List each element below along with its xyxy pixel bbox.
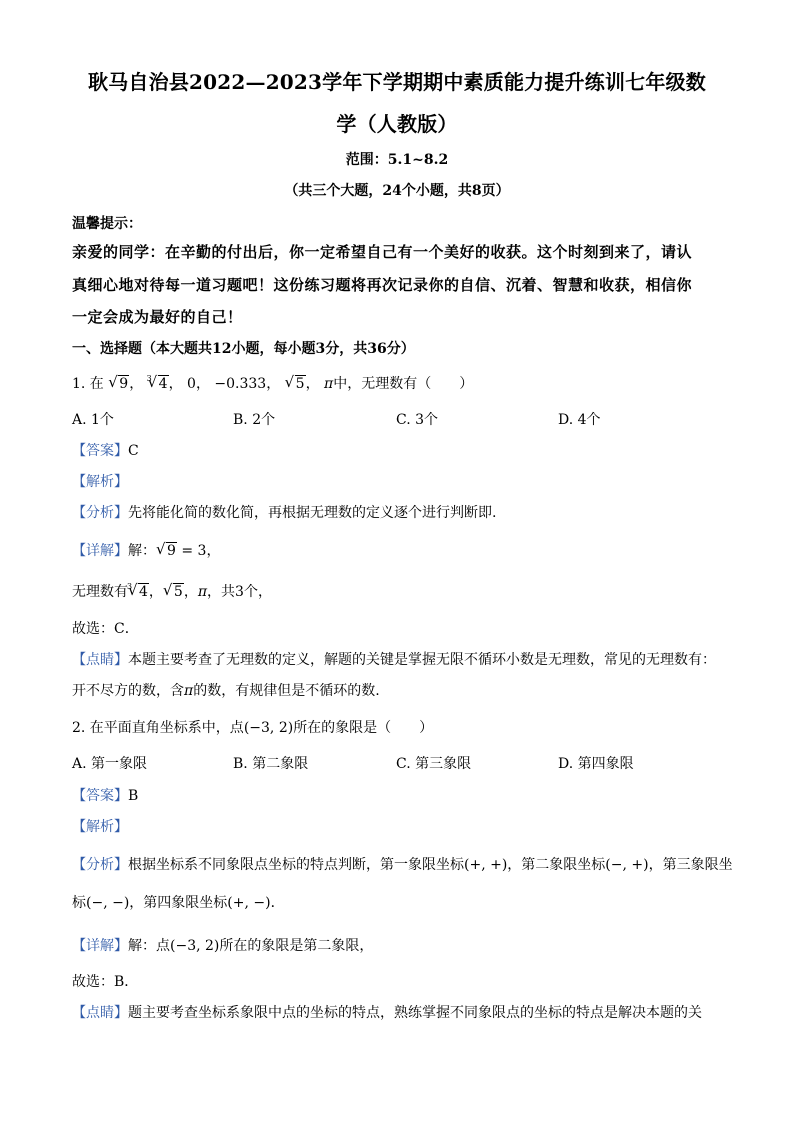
q2-choose: 故选：B． <box>72 974 139 990</box>
zero: 0 <box>187 376 196 392</box>
q2-option-a: A. 第一象限 <box>72 756 148 772</box>
q1-comment-2: 开不尽方的数，含π的数，有规律但是不循环的数. <box>72 683 380 699</box>
cbrt-4: 3 √ 4 <box>148 374 169 394</box>
q1-irrationals: 无理数有 3 √ 4，√ 5，π，共3个， <box>72 582 272 602</box>
q2-comment: 【点睛】题主要考查坐标系象限中点的坐标的特点，熟练掌握不同象限点的坐标的特点是解决本题的关 <box>72 1005 702 1021</box>
section-heading: 一、选择题（本大题共12小题，每小题3分，共36分） <box>72 341 415 357</box>
q2-option-b: B. 第二象限 <box>233 756 309 772</box>
question-1-options <box>72 410 722 430</box>
tips-line-2: 真细心地对待每一道习题吧！这份练习题将再次记录你的自信、沉着、智慧和收获，相信你 <box>72 276 693 294</box>
q1-fenxi: 【分析】先将能化简的数化简，再根据无理数的定义逐个进行判断即. <box>72 505 497 521</box>
tips-line-1: 亲爱的同学：在辛勤的付出后，你一定希望自己有一个美好的收获。这个时刻到来了，请认 <box>72 243 693 261</box>
question-2-options <box>72 754 722 774</box>
tips-heading: 温馨提示： <box>72 216 142 232</box>
q2-answer: 【答案】B <box>72 788 139 804</box>
q1-tail: 中，无理数有（ ） <box>333 376 474 392</box>
q1-analysis-tag: 【解析】 <box>72 474 128 490</box>
q2-detail: 【详解】解：点(−3, 2)所在的象限是第二象限， <box>72 938 374 954</box>
q2-analysis-tag: 【解析】 <box>72 819 128 835</box>
page-title-line-2: 学（人教版） <box>336 112 458 136</box>
q1-option-b: B. 2个 <box>233 412 276 428</box>
q1-option-a: A. 1个 <box>72 412 114 428</box>
q1-option-c: C. 3个 <box>396 412 439 428</box>
q2-option-d: D. 第四象限 <box>558 756 634 772</box>
q1-choose: 故选：C． <box>72 621 139 637</box>
summary-line: （共三个大题，24个小题，共8页） <box>284 183 510 199</box>
page-title-line-1: 耿马自治县2022—2023学年下学期期中素质能力提升练训七年级数 <box>88 70 706 94</box>
pi-symbol: π <box>324 376 334 392</box>
q2-fenxi-2: 标(−, −)，第四象限坐标(+, −)． <box>72 895 285 911</box>
q1-detail: 【详解】解：√ 9 = 3， <box>72 541 220 561</box>
q2-option-c: C. 第三象限 <box>396 756 472 772</box>
scope-line: 范围：5.1~8.2 <box>345 152 449 168</box>
tips-line-3: 一定会成为最好的自己！ <box>72 308 243 326</box>
point-coord: (−3, 2) <box>243 720 294 736</box>
sqrt-5: √ 5 <box>285 374 306 394</box>
neg-decimal: −0.333 <box>214 376 267 392</box>
q1-comment-1: 【点睛】本题主要考查了无理数的定义，解题的关键是掌握无限不循环小数是无理数，常见的无理数有： <box>72 652 716 668</box>
q1-option-d: D. 4个 <box>558 412 601 428</box>
question-2-stem: 2. 在平面直角坐标系中，点(−3, 2)所在的象限是（ ） <box>72 720 434 736</box>
question-1-stem: 1. 在 √ 9， 3 √ 4， 0， −0.333， √ 5， π中，无理数有（ ） <box>72 374 473 394</box>
sqrt-9: √ 9 <box>108 374 129 394</box>
q2-fenxi-1: 【分析】根据坐标系不同象限点坐标的特点判断，第一象限坐标(+, +)，第二象限坐标(−, +)，第三象限坐 <box>72 857 733 873</box>
q1-answer: 【答案】C <box>72 443 139 459</box>
q1-number: 1. 在 <box>72 376 104 392</box>
